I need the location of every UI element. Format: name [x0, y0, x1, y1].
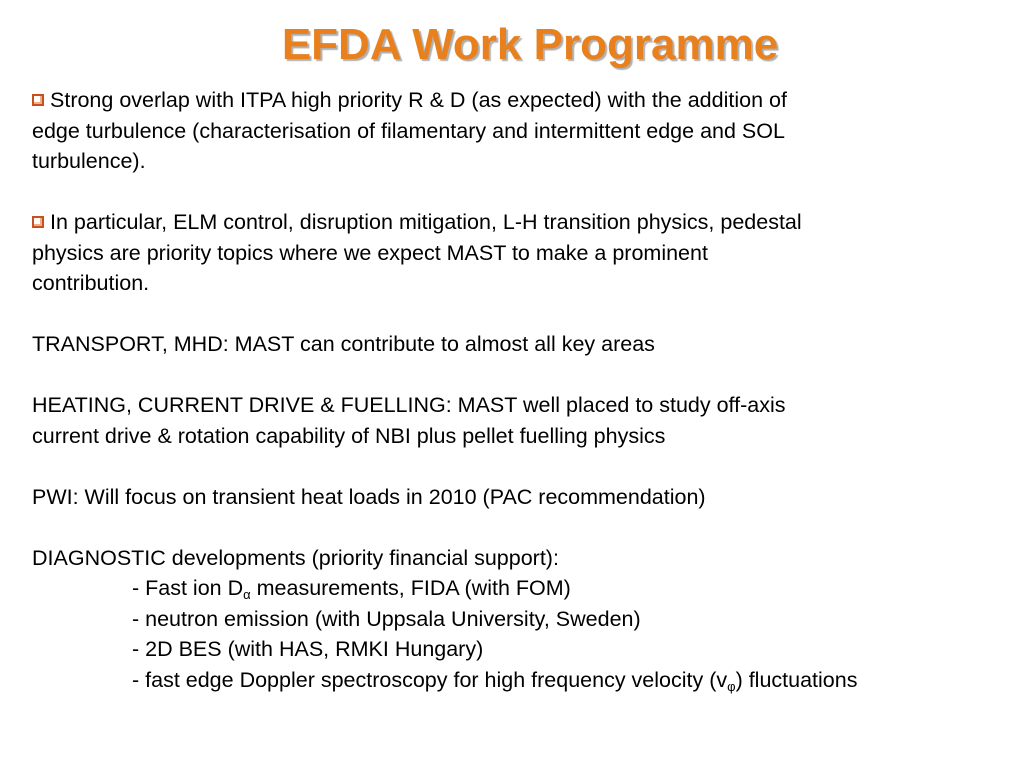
- diagnostic-item-fida: [32, 573, 1007, 604]
- diagnostic-item-neutron: - neutron emission (with Uppsala University, Sweden): [132, 606, 641, 631]
- bullet-priority-line2: physics are priority topics where we expect MAST to make a prominent: [32, 240, 708, 265]
- bullet-priority-line1: In particular, ELM control, disruption mitigation, L-H transition physics, pedestal: [50, 210, 802, 234]
- checkbox-bullet-icon: [32, 216, 44, 228]
- diagnostic-item-doppler-rest: ) fluctuations: [735, 667, 858, 692]
- heating-line2: current drive & rotation capability of NBI plus pellet fuelling physics: [32, 423, 666, 448]
- diagnostic-item-fida-text: - Fast ion D: [132, 576, 244, 600]
- bullet-itpa-line1: Strong overlap with ITPA high priority R & D (as expected) with the addition of: [50, 88, 787, 112]
- phi-subscript: φ: [727, 678, 736, 694]
- diagnostic-heading: DIAGNOSTIC developments (priority financial support):: [32, 545, 559, 570]
- transport-text: TRANSPORT, MHD: MAST can contribute to almost all key areas: [32, 332, 655, 356]
- alpha-subscript: α: [243, 587, 251, 602]
- bullet-itpa-line2: edge turbulence (characterisation of filamentary and intermittent edge and SOL: [32, 118, 785, 143]
- bullet-itpa-line3: turbulence).: [32, 149, 146, 173]
- slide-body: [32, 85, 1007, 695]
- bullet-priority-line3: contribution.: [32, 271, 150, 295]
- checkbox-bullet-icon: [32, 94, 44, 106]
- heating-text: [32, 390, 1007, 451]
- heating-line1: HEATING, CURRENT DRIVE & FUELLING: MAST well placed to study off-axis: [32, 393, 786, 417]
- pwi-text: PWI: Will focus on transient heat loads in 2010 (PAC recommendation): [32, 484, 706, 509]
- slide-title: EFDA Work Programme: [281, 20, 779, 69]
- bullet-priority-topics: [32, 207, 1007, 299]
- diagnostic-item-bes: - 2D BES (with HAS, RMKI Hungary): [132, 637, 484, 661]
- diagnostic-item-doppler-text: - fast edge Doppler spectroscopy for high frequency velocity (v: [132, 667, 728, 692]
- diagnostic-item-doppler: [32, 665, 1007, 696]
- bullet-itpa: [32, 85, 1007, 177]
- diagnostic-item-fida-rest: measurements, FIDA (with FOM): [250, 576, 571, 600]
